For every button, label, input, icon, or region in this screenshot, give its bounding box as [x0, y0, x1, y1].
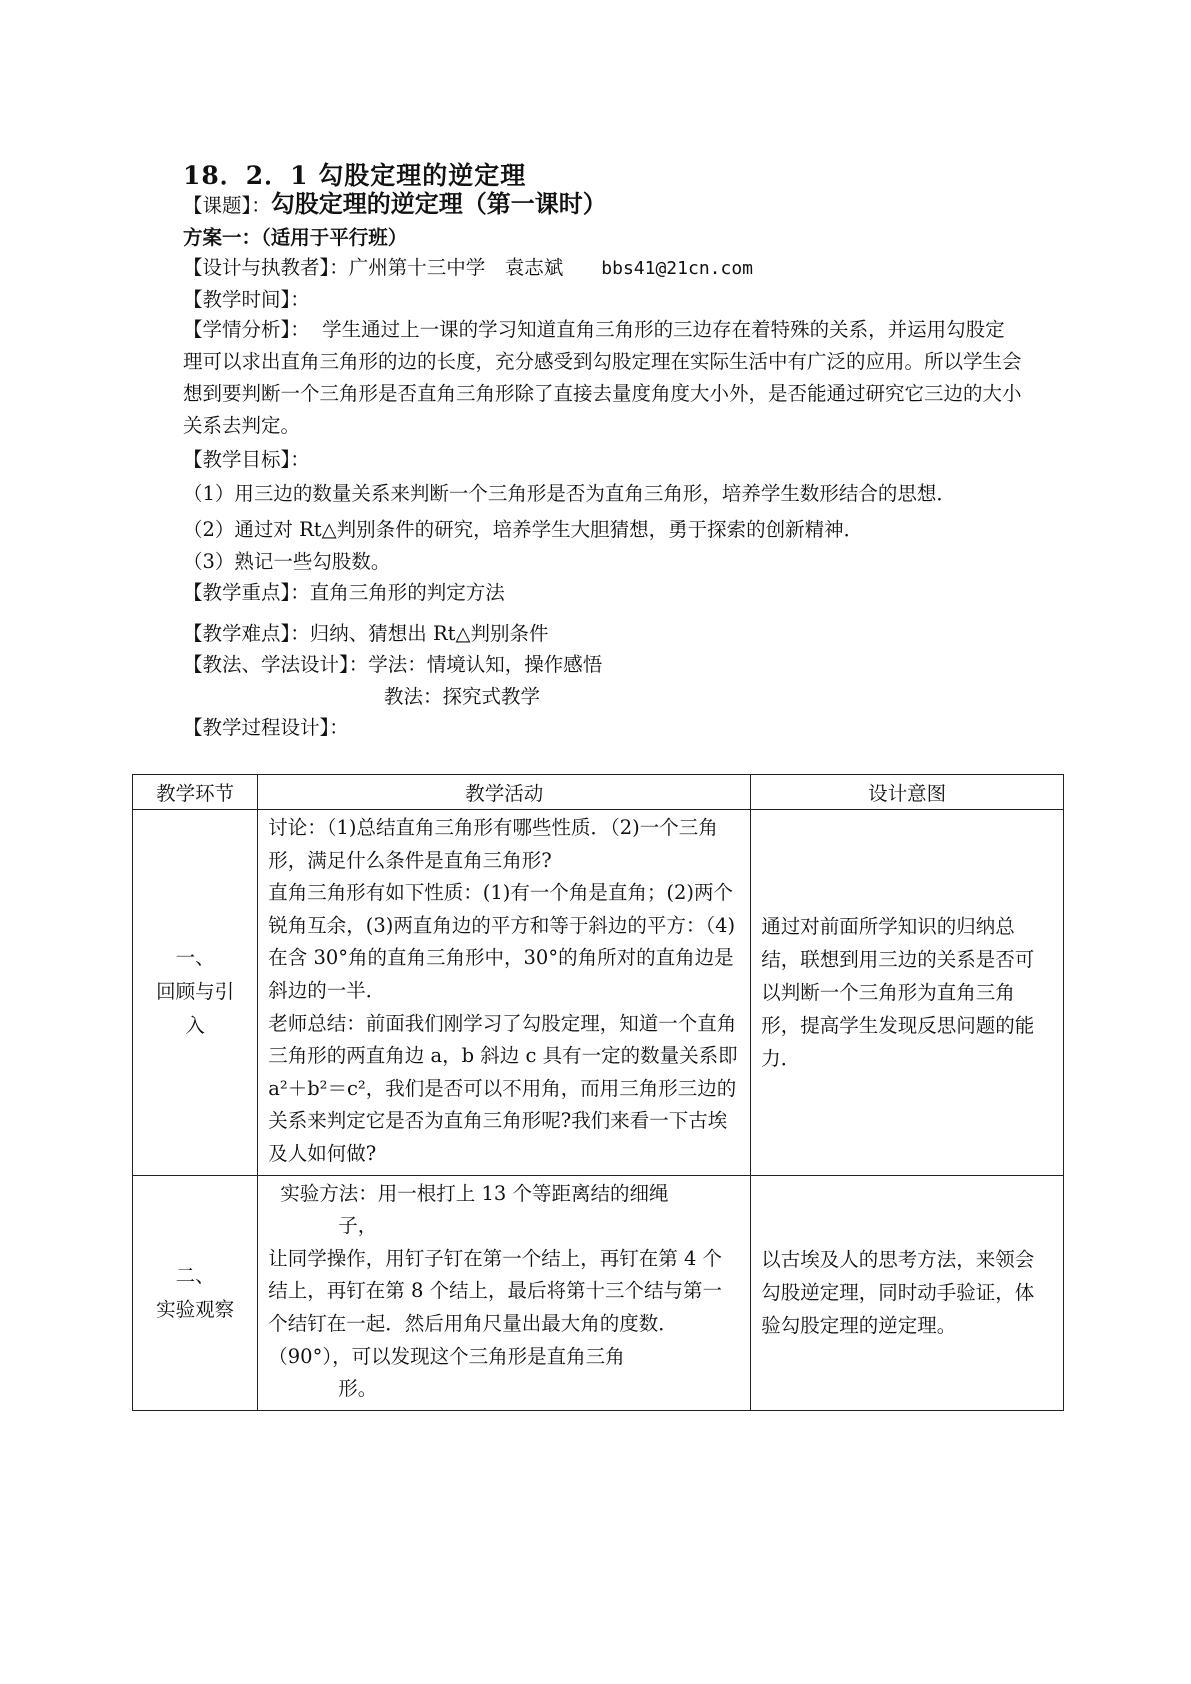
topic-line [183, 188, 607, 222]
difficulty-line [183, 618, 548, 650]
topic-value: 勾股定理的逆定理（第一课时） [270, 189, 607, 218]
stage-name: 实验观察 [156, 1297, 235, 1321]
designer-line [183, 252, 753, 285]
table-header-cell: 教学活动 [258, 775, 751, 810]
analysis-paragraph [183, 314, 1023, 442]
intent-cell: 通过对前面所学知识的归纳总结，联想到用三边的关系是否可以判断一个三角形为直角三角形，提高学生发现反思问题的能力． [751, 810, 1064, 1176]
activity-cell [258, 1175, 751, 1410]
stage-name: 回顾与引 [156, 980, 235, 1004]
stage-cell [133, 1175, 258, 1410]
formula: a²＋b²＝c² [268, 1076, 366, 1100]
objective-item: （2）通过对 Rt△判别条件的研究，培养学生大胆猜想，勇于探索的创新精神． [183, 518, 864, 541]
table-row [133, 810, 1064, 1176]
stage-name-cont: 入 [185, 1014, 205, 1038]
teaching-time-label: 【教学时间】： [183, 288, 310, 311]
activity-discussion: 讨论：（1)总结直角三角形有哪些性质．（2)一个三角形，满足什么条件是直角三角形? [268, 816, 718, 872]
experiment-steps-cont: 形。 [338, 1377, 378, 1401]
process-label: 【教学过程设计】： [183, 716, 349, 739]
experiment-method-cont: 子， [338, 1214, 378, 1238]
stage-number: 二、 [175, 1263, 215, 1287]
document-title: 18．2．1 勾股定理的逆定理 [183, 161, 527, 190]
activity-cell [258, 810, 751, 1176]
analysis-label: 【学情分析】： [183, 318, 310, 341]
activity-summary [268, 1008, 740, 1171]
key-point-line [183, 577, 505, 609]
activity-summary-a: 老师总结：前面我们刚学习了勾股定理，知道一个直角三角形的两直角边 a，b 斜边 c 具有一定的数量关系即 [268, 1011, 738, 1068]
experiment-method: 实验方法：用一根打上 13 个等距离结的细绳 [280, 1181, 669, 1205]
methods-teaching: 教法：探究式教学 [384, 685, 541, 708]
objective-item: （1）用三边的数量关系来判断一个三角形是否为直角三角形，培养学生数形结合的思想． [183, 482, 956, 505]
activity-summary-b: ，我们是否可以不用角，而用三角形三边的关系来判定它是否为直角三角形呢?我们来看一下古埃及人如何做? [268, 1076, 737, 1165]
designer-label: 【设计与执教者】： [183, 256, 349, 279]
methods-learning: 学法：情境认知，操作感悟 [368, 653, 603, 676]
key-point-value: 直角三角形的判定方法 [309, 581, 505, 604]
table-row [133, 1175, 1064, 1410]
analysis-text: 学生通过上一课的学习知道直角三角形的三边存在着特殊的关系，并运用勾股定理可以求出直角三角形的边的长度，充分感受到勾股定理在实际生活中有广泛的应用。所以学生会想到要判断一个三角形是否直角三角形除了直接去量度角度大小外，是否能通过研究它三边的大小关系去判定。 [183, 318, 1022, 437]
stage-cell [133, 810, 258, 1176]
table-header-row [133, 775, 1064, 810]
designer-email: bbs41@21cn.com [601, 258, 753, 279]
topic-label: 【课题】： [183, 194, 271, 217]
activity-properties: 直角三角形有如下性质：(1)有一个角是直角；(2)两个锐角互余，(3)两直角边的平方和等于斜边的平方：（4)在含 30°角的直角三角形中，30°的角所对的直角边是斜边的一半． [268, 881, 736, 1002]
methods-line [183, 649, 602, 681]
methods-label: 【教法、学法设计】： [183, 653, 369, 676]
intent-cell: 以古埃及人的思考方法，来领会勾股逆定理，同时动手验证，体验勾股定理的逆定理。 [751, 1175, 1064, 1410]
objectives-label: 【教学目标】： [183, 448, 310, 471]
plan-line: 方案一：（适用于平行班） [183, 226, 408, 249]
experiment-steps: 让同学操作，用钉子钉在第一个结上，再钉在第 4 个结上，再钉在第 8 个结上，最后将第十三个结与第一个结钉在一起．然后用角尺量出最大角的度数．（90°），可以发现这个三角形是直角三角 [268, 1246, 723, 1368]
difficulty-label: 【教学难点】： [183, 622, 310, 645]
designer-value: 广州第十三中学 袁志斌 [348, 256, 564, 279]
stage-number: 一、 [175, 946, 215, 970]
difficulty-value: 归纳、猜想出 Rt△判别条件 [309, 622, 549, 645]
objective-item: （3）熟记一些勾股数。 [183, 550, 391, 573]
table-header-cell: 教学环节 [133, 775, 258, 810]
process-table [132, 774, 1064, 1411]
table-header-cell: 设计意图 [751, 775, 1064, 810]
key-point-label: 【教学重点】： [183, 581, 310, 604]
